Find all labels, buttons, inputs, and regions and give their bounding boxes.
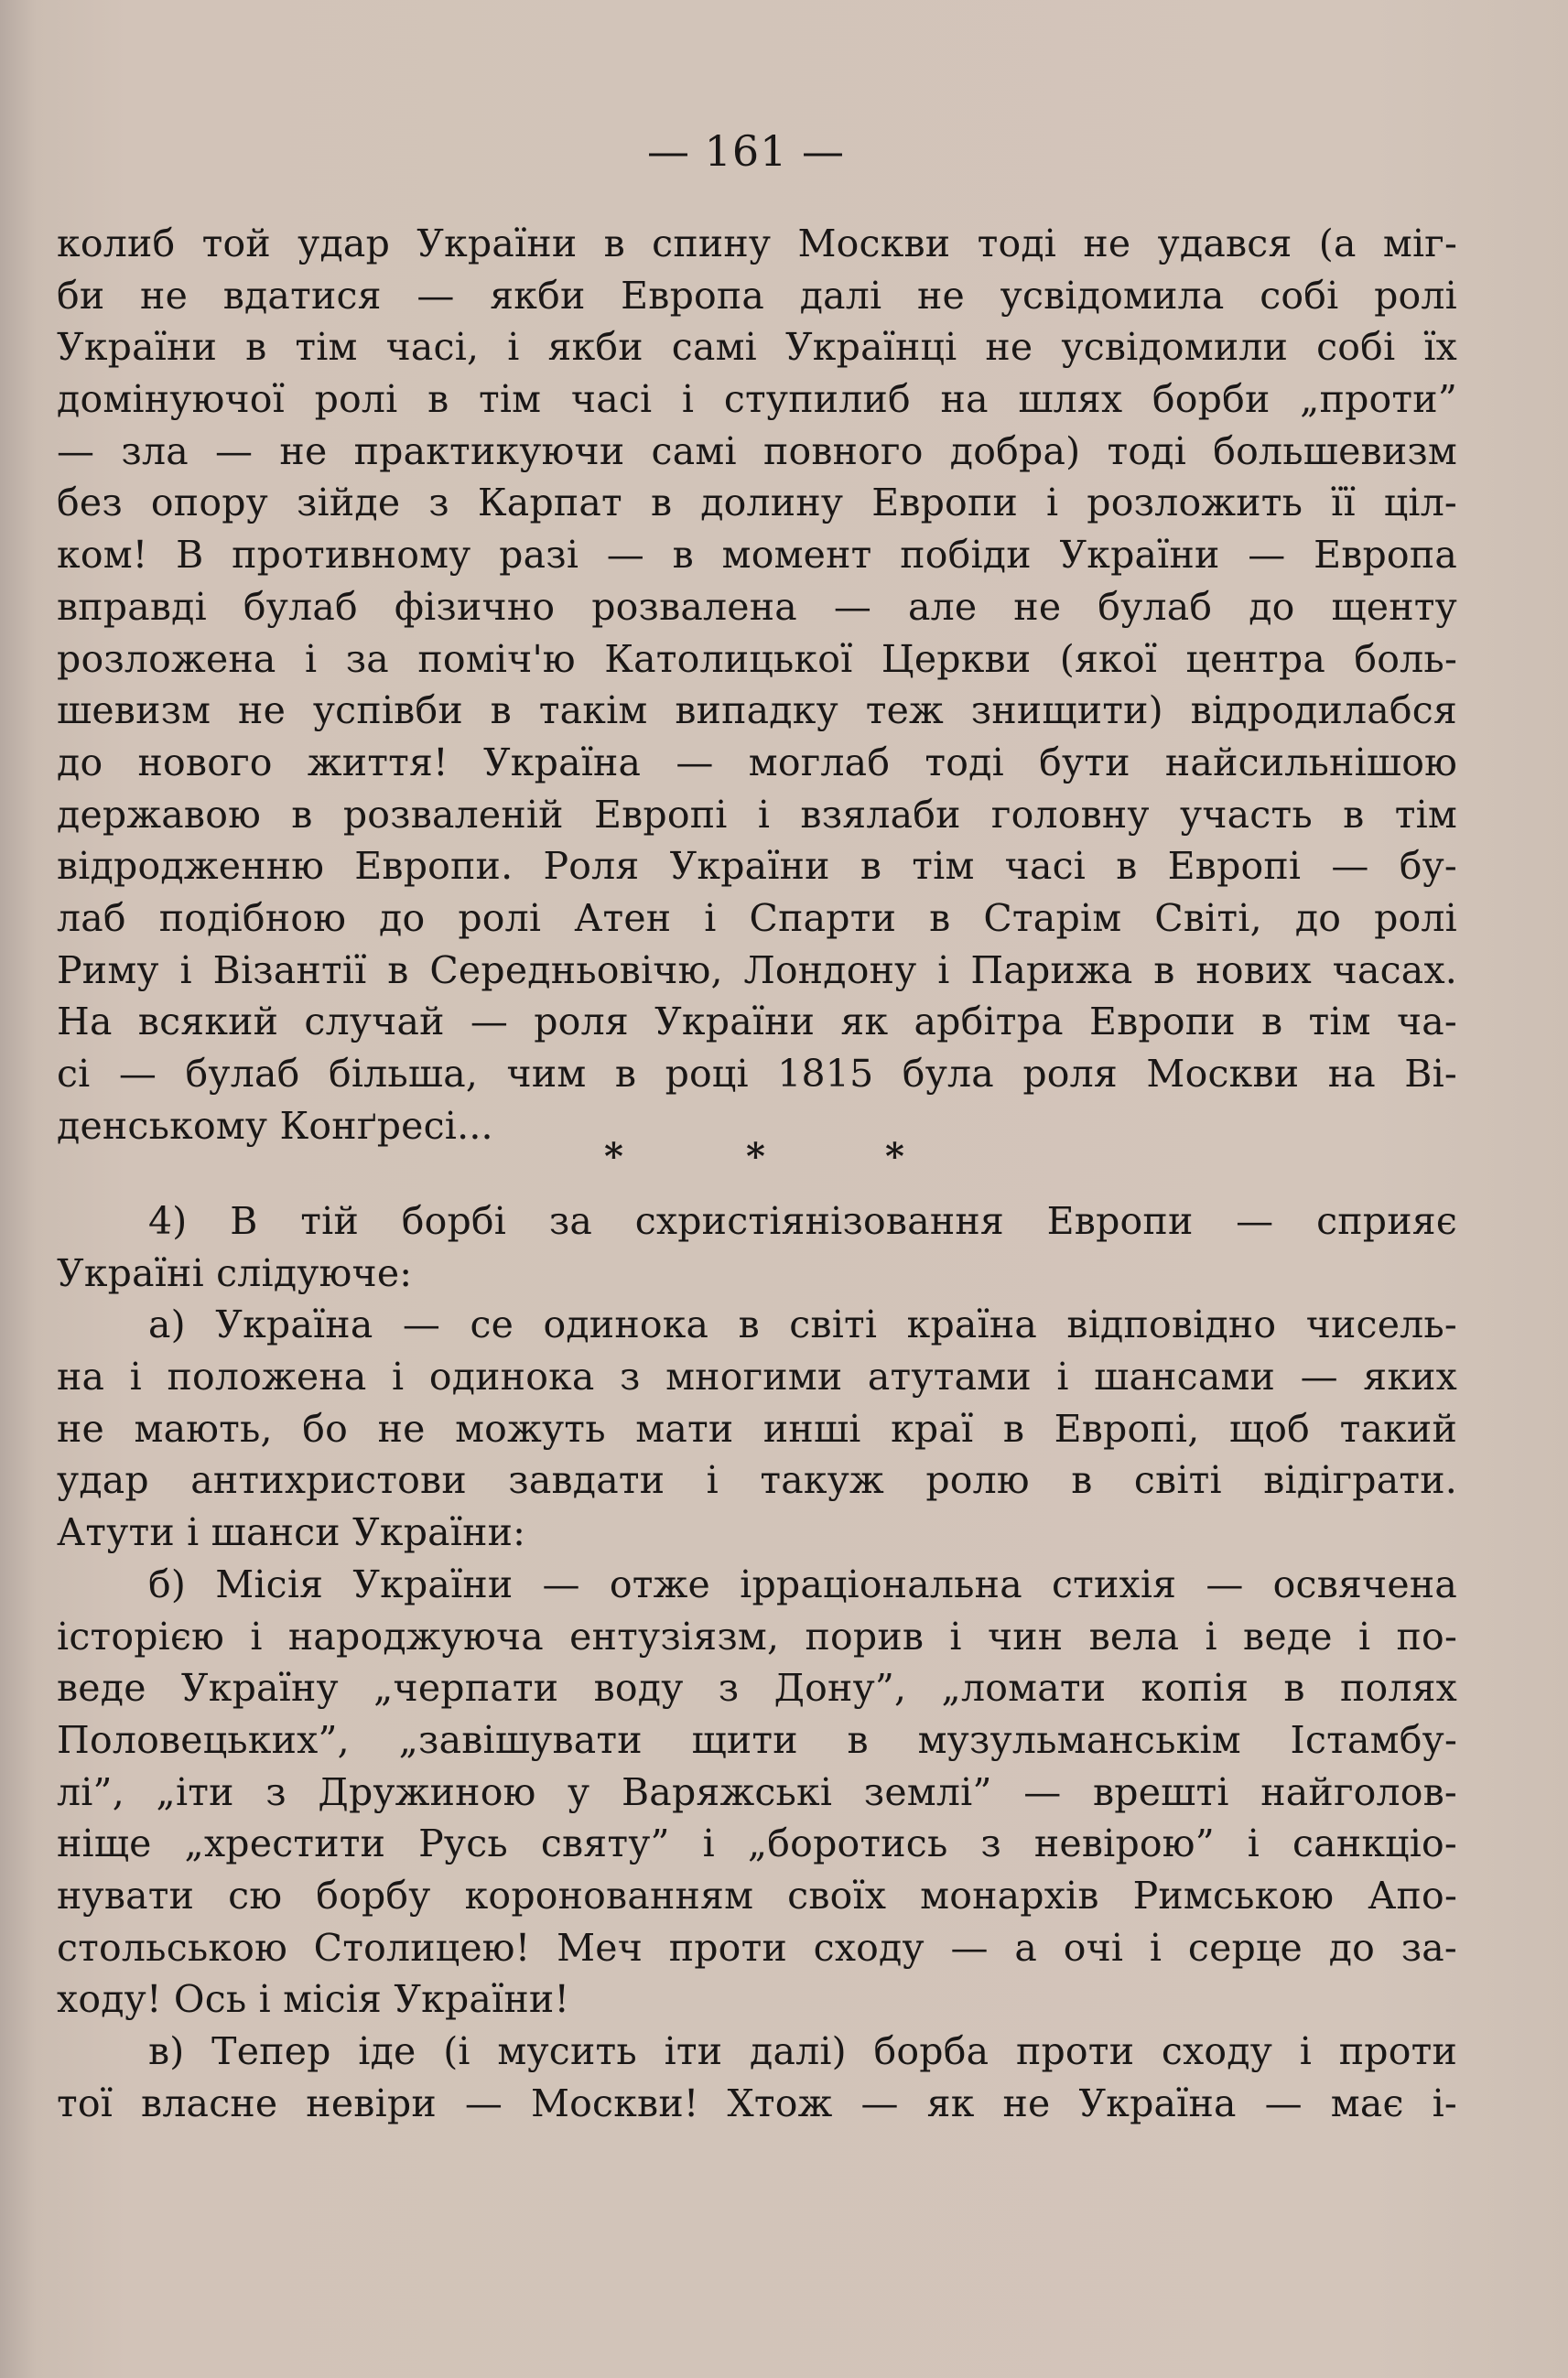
text-line: вправді булаб фізично розвалена — але не булаб до щенту bbox=[57, 584, 1457, 629]
text-line: тої власне невіри — Москви! Хтож — як не Україна — має і- bbox=[57, 2081, 1457, 2125]
separator-star: * bbox=[885, 1135, 904, 1178]
text-line: стольською Столицею! Меч проти сходу — а очі і серце до за- bbox=[57, 1925, 1457, 1970]
text-line: Атути і шанси України: bbox=[57, 1510, 526, 1555]
text-line: а) Україна — се одинока в світі країна відповідно чисель- bbox=[148, 1302, 1457, 1347]
text-line: удар антихристови завдати і такуж ролю в світі відіграти. bbox=[57, 1458, 1457, 1503]
paragraph-section-1 bbox=[57, 218, 1457, 1151]
text-line: денському Конґресі... bbox=[57, 1103, 493, 1148]
text-line: відродженню Европи. Роля України в тім часі в Европі — бу- bbox=[57, 844, 1457, 889]
text-line: ходу! Ось і місія України! bbox=[57, 1977, 570, 2022]
text-line: Половецьких”, „завішувати щити в музульманськім Істамбу- bbox=[57, 1717, 1457, 1762]
text-line: б) Місія України — отже ірраціональна стихія — освячена bbox=[148, 1562, 1457, 1606]
text-line: Риму і Візантії в Середньовічю, Лондону і Парижа в нових часах. bbox=[57, 947, 1457, 992]
text-line: історією і народжуюча ентузіязм, порив і чин вела і веде і по- bbox=[57, 1614, 1457, 1659]
paragraph-section-2 bbox=[57, 1195, 1457, 2129]
text-line: нувати сю борбу коронованням своїх монархів Римською Апо- bbox=[57, 1873, 1457, 1918]
text-line: колиб той удар України в спину Москви тоді не удався (а міг- bbox=[57, 222, 1457, 265]
text-line: розложена і за поміч'ю Католицької Церкви (якої центра боль- bbox=[57, 636, 1457, 681]
text-line: 4) В тій борбі за схристіянізовання Европи — сприяє bbox=[148, 1199, 1457, 1243]
text-line: в) Тепер іде (і мусить іти далі) борба проти сходу і проти bbox=[148, 2029, 1457, 2073]
text-line: України в тім часі, і якби самі Українці не усвідомили собі їх bbox=[57, 325, 1457, 370]
text-line: на і положена і одинока з многими атутами і шансами — яких bbox=[57, 1355, 1457, 1400]
text-line: не мають, бо не можуть мати инші краї в Европі, щоб такий bbox=[57, 1406, 1457, 1451]
text-line: державою в розваленій Европі і взялаби головну участь в тім bbox=[57, 792, 1457, 837]
text-line: ніще „хрестити Русь святу” і „боротись з невірою” і санкціо- bbox=[57, 1821, 1457, 1866]
text-line: Україні слідуюче: bbox=[57, 1250, 413, 1295]
page-number: — 161 — bbox=[646, 126, 846, 176]
text-line: — зла — не практикуючи самі повного добра) тоді большевизм bbox=[57, 428, 1457, 473]
text-line: На всякий случай — роля України як арбітра Европи в тім ча- bbox=[57, 1000, 1457, 1044]
text-line: без опору зійде з Карпат в долину Европи і розложить її ціл- bbox=[57, 481, 1457, 525]
text-line: веде Україну „черпати воду з Дону”, „ломати копія в полях bbox=[57, 1666, 1457, 1711]
text-line: лі”, „іти з Дружиною у Варяжські землі” — врешті найголов- bbox=[57, 1769, 1457, 1814]
text-line: лаб подібною до ролі Атен і Спарти в Старім Світі, до ролі bbox=[57, 895, 1457, 940]
text-line: шевизм не успівби в такім випадку теж знищити) відродилабся bbox=[57, 688, 1457, 733]
text-line: домінуючої ролі в тім часі і ступилиб на шлях борби „проти” bbox=[57, 377, 1457, 422]
separator-star: * bbox=[746, 1135, 765, 1178]
text-line: до нового життя! Україна — моглаб тоді бути найсильнішою bbox=[57, 740, 1457, 784]
text-line: ком! В противному разі — в момент побіди України — Европа bbox=[57, 533, 1457, 578]
separator-star: * bbox=[604, 1135, 623, 1178]
text-line: сі — булаб більша, чим в році 1815 була роля Москви на Ві- bbox=[57, 1052, 1457, 1096]
section-separator bbox=[0, 1135, 1568, 1190]
text-line: би не вдатися — якби Европа далі не усвідомила собі ролі bbox=[57, 273, 1457, 318]
